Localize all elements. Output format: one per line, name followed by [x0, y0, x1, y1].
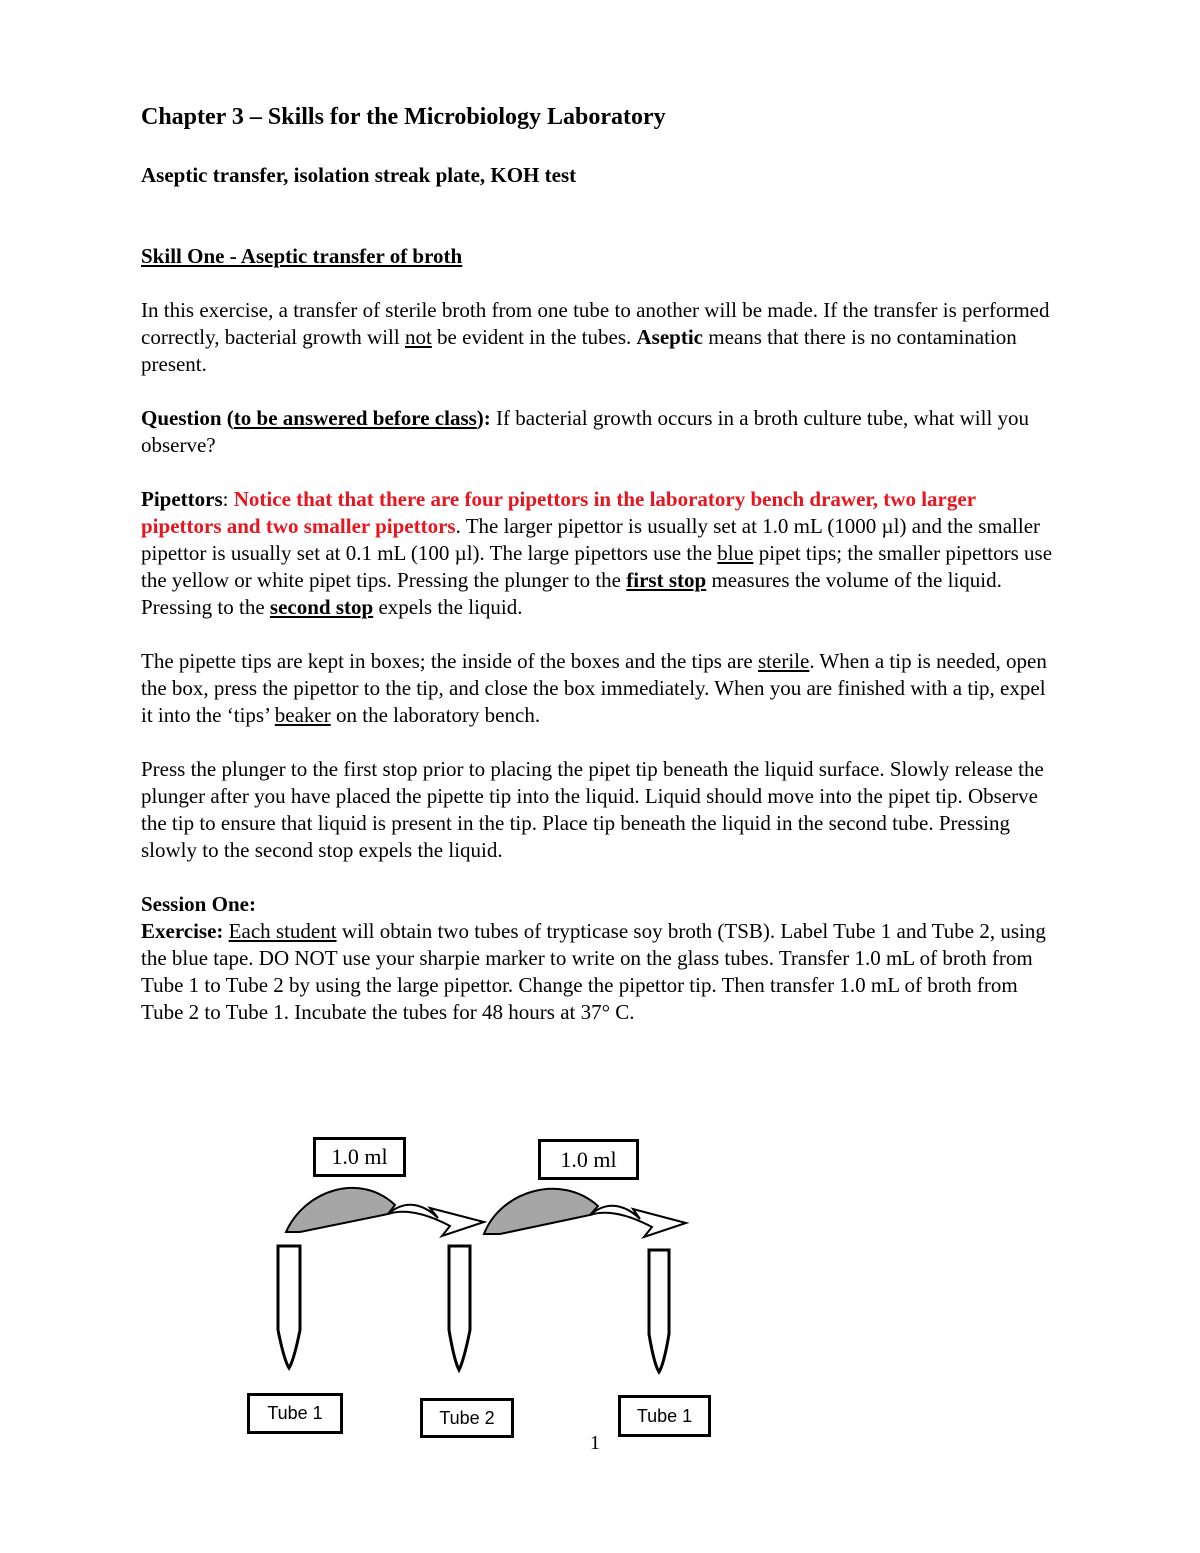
exercise-each-student: Each student	[228, 919, 337, 943]
pipettors-second-stop: second stop	[269, 595, 374, 619]
volume-label-2: 1.0 ml	[538, 1139, 639, 1180]
pipettors-text-3: measures the volume of the liquid. Pressing to the	[141, 568, 1002, 619]
pipettors-first-stop: first stop	[626, 568, 707, 592]
intro-text-2: be evident in the tubes.	[431, 325, 637, 349]
pipettors-red-notice: Notice that that there are four pipettors in the laboratory bench drawer, two larger pipettors and two smaller pipettors	[141, 487, 976, 538]
transfer-arrow-2	[484, 1189, 686, 1237]
intro-text-1: In this exercise, a transfer of sterile broth from one tube to another will be made. If the transfer is performed correctly, bacterial growth will	[141, 298, 1050, 349]
page-number: 1	[590, 1432, 600, 1454]
tips-text-2: . When a tip is needed, open the box, press the pipettor to the tip, and close the box immediately. When you are finished with a tip, expel it into the ‘tips’	[141, 649, 1047, 727]
tips-sterile: sterile	[758, 649, 810, 673]
pipettors-colon: :	[222, 487, 234, 511]
tips-text-1: The pipette tips are kept in boxes; the inside of the boxes and the tips are	[141, 649, 758, 673]
question-label: Question (	[141, 406, 234, 430]
exercise-text: will obtain two tubes of trypticase soy broth (TSB). Label Tube 1 and Tube 2, using the blue tape. DO NOT use your sharpie marker to write on the glass tubes. Transfer 1.0 mL of broth from Tube 1 to Tube 2 by using the large pipettor. Change the pipettor tip. Then transfer 1.0 mL of broth from Tube 2 to Tube 1. Incubate the tubes for 48 hours at 37° C.	[141, 919, 1046, 1024]
page-title: Chapter 3 – Skills for the Microbiology Laboratory	[141, 104, 666, 130]
session-heading: Session One:	[141, 892, 256, 916]
question-text: If bacterial growth occurs in a broth culture tube, what will you observe?	[141, 406, 1030, 457]
exercise-label: Exercise:	[141, 919, 224, 943]
intro-not: not	[404, 325, 432, 349]
question-label-end: ):	[476, 406, 491, 430]
pipettors-text-2: pipet tips; the smaller pipettors use the yellow or white pipet tips. Pressing the plunger to the	[141, 541, 1053, 592]
procedure-paragraph: Press the plunger to the first stop prior to placing the pipet tip beneath the liquid surface. Slowly release the plunger after you have placed the pipette tip into the liquid. Liquid should move into the pipet tip. Observe the tip to ensure that liquid is present in the tip. Place tip beneath the liquid in the second tube. Pressing slowly to the second stop expels the liquid.	[141, 757, 1044, 862]
tube-1-left	[278, 1246, 300, 1368]
pipettors-text-4: expels the liquid.	[373, 595, 523, 619]
tube-label-1: Tube 1	[247, 1393, 343, 1434]
pipettors-text-1: . The larger pipettor is usually set at 1.0 mL (1000 µl) and the smaller pipettor is usually set at 0.1 mL (100 µl). The large pipettors use the	[141, 514, 1041, 565]
tube-1-right	[649, 1250, 669, 1372]
tips-text-3: on the laboratory bench.	[330, 703, 541, 727]
transfer-arrow-1	[286, 1188, 484, 1236]
tube-label-2: Tube 2	[420, 1398, 514, 1438]
skill-one-heading: Skill One - Aseptic transfer of broth	[141, 244, 463, 268]
tube-2-middle	[449, 1246, 470, 1370]
question-label-underlined: to be answered before class	[233, 406, 477, 430]
page-subtitle: Aseptic transfer, isolation streak plate, KOH test	[141, 163, 577, 187]
tube-label-3: Tube 1	[618, 1395, 711, 1437]
intro-aseptic: Aseptic	[636, 325, 703, 349]
volume-label-1: 1.0 ml	[313, 1137, 406, 1177]
pipettors-blue: blue	[717, 541, 754, 565]
tips-beaker: beaker	[274, 703, 331, 727]
intro-text-3: means that there is no contamination present.	[141, 325, 1017, 376]
pipettors-label: Pipettors	[141, 487, 223, 511]
